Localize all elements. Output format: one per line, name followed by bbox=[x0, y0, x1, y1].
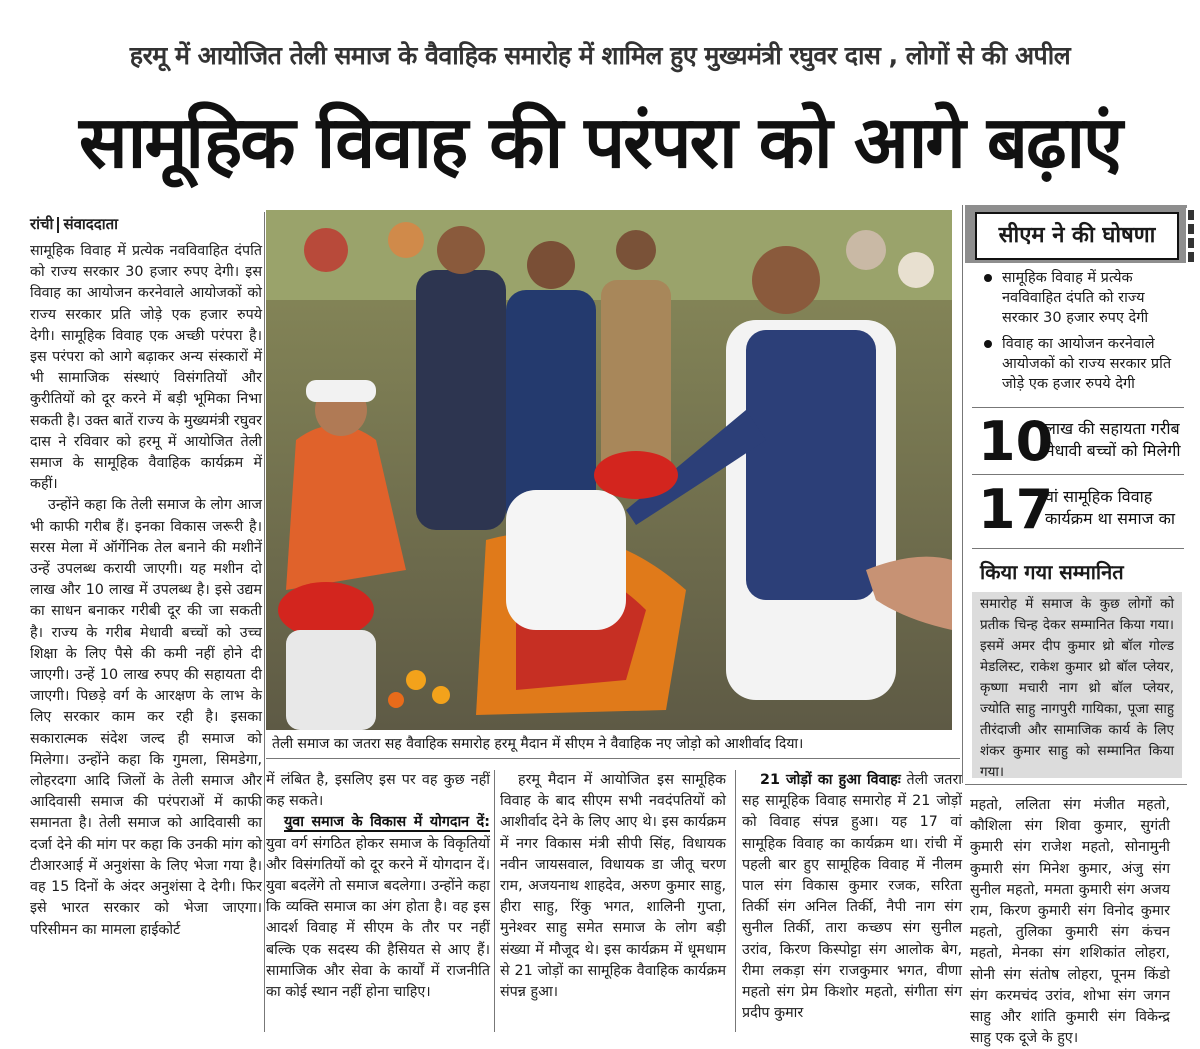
announcement-text: सामूहिक विवाह में प्रत्येक नवविवाहित दंपति को राज्य सरकार 30 हजार रुपए देगी bbox=[1002, 270, 1149, 326]
column-rule bbox=[264, 212, 265, 1032]
fact-number: 17 bbox=[978, 478, 1054, 541]
news-photo bbox=[266, 210, 952, 730]
announcement-list bbox=[980, 268, 1180, 400]
sidebar-divider bbox=[972, 407, 1184, 408]
bullet-icon bbox=[984, 340, 992, 348]
article-column-1 bbox=[30, 241, 262, 941]
announcement-text: विवाह का आयोजन करनेवाले आयोजकों को राज्य सरकार प्रति जोड़े एक हजार रुपये देगी bbox=[1002, 336, 1172, 392]
article-column-5 bbox=[970, 795, 1170, 1049]
article-paragraph: महतो, ललिता संग मंजीत महतो, कौशिला संग शिवा कुमार, सुगंती कुमारी संग राजेश महतो, सोनामुनी कुमारी संग मिनेश कुमार, अंजु संग सुनील महतो, ममता कुमारी संग अजय राम, किरण कुमारी संग विनोद कुमार महतो, तुलिका कुमारी संग कंचन महतो, मेनका संग शशिकांत लोहरा, सोनी संग संतोष लोहरा, पूनम किंडो संग करमचंद उरांव, शोभा संग जगन साहु और शांति कुमारी संग विकेन्द्र साहु एक दूजे के हुए। bbox=[970, 797, 1170, 1047]
subheadline: हरमू में आयोजित तेली समाज के वैवाहिक समारोह में शामिल हुए मुख्यमंत्री रघुवर दास , लोगों से की अपील bbox=[129, 41, 1071, 70]
headline: सामूहिक विवाह की परंपरा को आगे बढ़ाएं bbox=[79, 100, 1121, 184]
column-rule bbox=[735, 770, 736, 1032]
caption-rule bbox=[266, 758, 960, 759]
article-column-3 bbox=[500, 770, 726, 1003]
fact-number: 10 bbox=[978, 410, 1054, 473]
honour-box: समारोह में समाज के कुछ लोगों को प्रतीक चिन्ह देकर सम्मानित किया गया। इसमें अमर दीप कुमार थ्रो बॉल गोल्ड मेडलिस्ट, राकेश कुमार थ्रो बॉल प्लेयर, कृष्णा मचारी नाग थ्रो बॉल प्लेयर, ज्योति साहु नागपुरी गायिका, पूजा साहु तीरंदाजी और सामाजिक कार्य के लिए शंकर कुमार साहु को सम्मानित किया गया। bbox=[972, 592, 1182, 778]
news-photo-illustration bbox=[266, 210, 952, 730]
bullet-icon bbox=[984, 274, 992, 282]
announcement-item bbox=[980, 268, 1180, 328]
byline bbox=[30, 214, 118, 234]
column-rule bbox=[494, 770, 495, 1032]
article-paragraph: युवा वर्ग संगठित होकर समाज के विकृतियों और विसंगतियों को दूर करने में योगदान दें। युवा बदलेंगे तो समाज बदलेगा। उन्होंने कहा कि व्यक्ति समाज का अंग होता है। वह इस आदर्श विवाह में सीएम के तौर पर नहीं बल्कि एक सदस्य की हैसियत से आए हैं। सामाजिक और सेवा के कार्यों में राजनीति का कोई स्थान नहीं होना चाहिए। bbox=[266, 835, 490, 1001]
decorative-strip bbox=[1186, 208, 1196, 268]
sidebar-rule bbox=[962, 205, 963, 783]
fact-text: वां सामूहिक विवाह कार्यक्रम था समाज का bbox=[1045, 487, 1176, 528]
byline-reporter: संवाददाता bbox=[63, 215, 119, 233]
article-paragraph: सामूहिक विवाह में प्रत्येक नवविवाहित दंपति को राज्य सरकार 30 हजार रुपए देगी। इस विवाह का आयोजन करनेवाले आयोजकों को राज्य सरकार प्रति जोड़े एक हजार रुपये देगी। सामूहिक विवाह एक अच्छी परंपरा है। इस परंपरा को आगे बढ़ाकर अन्य संस्कारों में भी सामाजिक संस्थाएं विसंगतियों और कुरीतियों को दूर करने में बड़ी भूमिका निभा सकती है। उक्त बातें राज्य के मुख्यमंत्री रघुवर दास ने रविवार को हरमू में आयोजित तेली समाज के सामूहिक वैवाहिक कार्यक्रम में कहीं। bbox=[30, 243, 262, 493]
section-subheading: युवा समाज के विकास में योगदान दें: bbox=[284, 814, 490, 831]
honour-title: किया गया सम्मानित bbox=[980, 560, 1124, 584]
sidebar-bottom-rule bbox=[965, 784, 1187, 785]
article-paragraph: हरमू मैदान में आयोजित इस सामूहिक विवाह के बाद सीएम सभी नवदंपतियों को आशीर्वाद देने के लिए आए थे। इस कार्यक्रम में नगर विकास मंत्री सीपी सिंह, विधायक नवीन जायसवाल, विधायक डा जीतू चरण राम, अजयनाथ शाहदेव, अरुण कुमार साहु, हीरा साहु, रिंकु भगत, शालिनी गुप्ता, मुनेश्वर साहु समेत समाज के लोग बड़ी संख्या में मौजूद थे। इस कार्यक्रम में धूमधाम से 21 जोड़ों का सामूहिक वैवाहिक कार्यक्रम संपन्न हुआ। bbox=[500, 772, 726, 1001]
photo-caption: तेली समाज का जतरा सह वैवाहिक समारोह हरमू मैदान में सीएम ने वैवाहिक नए जोड़ो को आशीर्वाद दिया। bbox=[272, 736, 804, 752]
article-paragraph: उन्होंने कहा कि तेली समाज के लोग आज भी काफी गरीब हैं। इनका विकास जरूरी है। सरस मेला में ऑर्गेनिक तेल बनाने की मशीनें उन्हें उपलब्ध करायी जाएगी। यह मशीन दो लाख और 10 लाख में उपलब्ध है। इसे उद्यम का साधन बनाकर गरीबी दूर की जा सकती है। राज्य के गरीब मेधावी बच्चों को उच्च शिक्षा के लिए पैसे की कमी नहीं होने दी जाएगी। उन्हें 10 लाख रुपए की सहायता दी जाएगी। पिछड़े वर्ग के आरक्षण के लाभ के लिए सरकार काम कर रही है। इसका सकारात्मक संदेश जल्द ही समाज को मिलेगा। उन्होंने कहा कि गुमला, सिमडेगा, लोहरदगा आदि जिलों के तेली समाज और आदिवासी समाज की परंपराओं में काफी समानता है। तेली समाज को आदिवासी का दर्जा देने की मांग पर कहा कि उनकी मांग को टीआरआई में अनुशंसा के लिए भेजा गया है। वह 15 दिनों के अंदर अनुशंसा दे देगी। फिर इसे भारत सरकार को भेजा जाएगा। परिसीमन का मामला हाईकोर्ट bbox=[30, 497, 262, 938]
byline-divider bbox=[57, 217, 59, 233]
sidebar-title: सीएम ने की घोषणा bbox=[975, 212, 1179, 260]
announcement-item bbox=[980, 334, 1180, 394]
article-paragraph: में लंबित है, इसलिए इस पर वह कुछ नहीं कह सकते। bbox=[266, 772, 490, 810]
article-paragraph: तेली जतरा सह सामूहिक विवाह समारोह में 21 जोड़ों को विवाह संपन्न हुआ। यह 17 वां सामूहिक विवाह का कार्यक्रम था। रांची में पहली बार हुए सामूहिक विवाह में नीलम पाल संग विकास कुमार रजक, सरिता तिर्की संग अनिल तिर्की, नैपी नाग संग सुनील तिर्की, तारा कच्छप संग सुनील उरांव, किरण किस्पोट्टा संग आलोक बेग, रीमा लकड़ा संग राजकुमार भगत, वीणा महतो संग प्रेम किशोर महतो, संगीता संग प्रदीप कुमार bbox=[742, 772, 963, 1022]
article-column-4 bbox=[742, 770, 962, 1024]
sidebar-divider bbox=[972, 548, 1184, 549]
sidebar-divider bbox=[972, 474, 1184, 475]
article-column-2 bbox=[266, 770, 490, 1003]
byline-city: रांची bbox=[30, 215, 54, 233]
section-subheading: 21 जोड़ों का हुआ विवाहः bbox=[760, 772, 901, 788]
fact-text: लाख की सहायता गरीब मेधावी बच्चों को मिलेगी bbox=[1045, 419, 1181, 460]
